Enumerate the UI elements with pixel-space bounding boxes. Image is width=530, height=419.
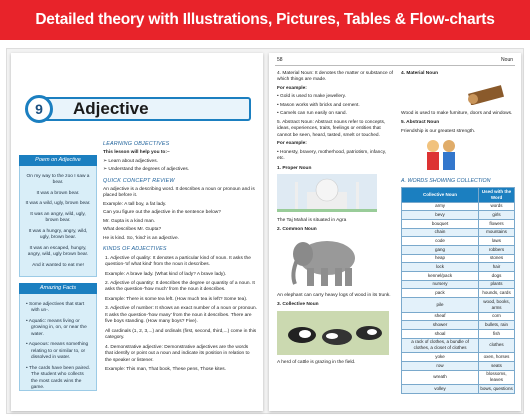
table-row — [402, 228, 515, 237]
table-cell: sheaf — [402, 312, 479, 321]
table-row — [402, 219, 515, 228]
poem-line: On my way to the zoo I saw a bear. — [26, 174, 90, 186]
review-text: He is kind. So, 'kind' is an adjective. — [103, 235, 179, 241]
table-cell: stones — [479, 254, 515, 263]
table-cell: nursery — [402, 280, 479, 289]
table-header: Used with the Word — [479, 187, 515, 202]
nouns-column — [277, 71, 395, 370]
running-head: Noun — [501, 57, 513, 63]
table-cell: seats — [479, 361, 515, 370]
table-cell: chain — [402, 228, 479, 237]
table-cell: corn — [479, 312, 515, 321]
left-page — [11, 53, 263, 411]
page-header — [275, 57, 515, 66]
table-cell: robbers — [479, 245, 515, 254]
table-caption: A. WORDS SHOWING COLLECTION — [401, 177, 491, 184]
objective-item: ➢ Understand the degrees of adjectives. — [103, 167, 190, 173]
objectives-heading: LEARNING OBJECTIVES — [103, 141, 170, 147]
poem-line: It was an angry, wild, ugly, brown bear. — [30, 211, 86, 224]
fig-caption: Friendship is our greatest strength. — [401, 128, 476, 134]
fact-item: • The cards have been paired. The student who collects the most cards wins the game. — [26, 365, 91, 391]
table-header: Collective Noun — [402, 187, 479, 202]
table-row — [402, 211, 515, 220]
kinds-list — [105, 256, 257, 374]
chapter-number: 9 — [25, 95, 53, 123]
table-cell: pack — [402, 289, 479, 298]
poem-line: It was a brown bear. — [36, 190, 80, 196]
table-cell: bouquet — [402, 219, 479, 228]
review-text: Example: A tall boy, a fat lady. — [103, 201, 167, 207]
fig-label: 2. Common Noun — [277, 227, 317, 233]
table-row — [402, 361, 515, 370]
table-cell: words — [479, 202, 515, 211]
cattle-image — [277, 311, 389, 355]
table-cell: hair — [479, 263, 515, 272]
table-cell: plants — [479, 280, 515, 289]
facts-heading: Amazing Facts — [19, 283, 97, 294]
table-row — [402, 202, 515, 211]
objective-item: ➢ Learn about adjectives. — [103, 158, 158, 164]
example: • Mason works with bricks and cement. — [277, 102, 360, 108]
noun-def: 5. Abstract Noun: Abstract nouns refer to concepts, ideas, experiences, traits, feelings or entities that cannot be seen, heard, tasted, smelt or touched. — [277, 119, 386, 138]
table-row — [402, 312, 515, 321]
table-cell: mountains — [479, 228, 515, 237]
kind-example: Example: A brave lady. (What kind of lady? A brave lady). — [105, 271, 227, 277]
table-row — [402, 263, 515, 272]
poem-box — [19, 159, 97, 277]
table-cell: a rack of clothes, a bundle of clothes, a closet of clothes — [402, 338, 479, 353]
right-page — [269, 53, 521, 411]
table-cell: lock — [402, 263, 479, 272]
table-row — [402, 237, 515, 246]
fig-label: 5. Abstract Noun — [401, 120, 440, 126]
taj-mahal-image — [277, 174, 377, 212]
poem-line: It was an escaped, hungry, angry, wild, ugly brown bear. — [27, 245, 89, 258]
review-heading: QUICK CONCEPT REVIEW — [103, 177, 175, 184]
table-cell: shower — [402, 321, 479, 330]
promo-banner — [0, 0, 530, 40]
example: • Gold is used to make jewellery. — [277, 94, 347, 100]
table-row — [402, 271, 515, 280]
fact-item: • Aquatic: means living or growing in, on, or near the water. — [26, 318, 87, 337]
table-cell: fish — [479, 329, 515, 338]
table-row — [402, 321, 515, 330]
fig-label: 1. Proper Noun — [277, 165, 312, 171]
banner-title: Detailed theory with Illustrations, Pictures, Tables & Flow-charts — [35, 11, 495, 28]
kind-example: Example: There is some tea left. (How much tea is left? Some tea). — [105, 296, 248, 302]
table-cell: wood, books, arms — [479, 297, 515, 312]
table-cell: row — [402, 361, 479, 370]
table-cell: oxen, horses — [479, 353, 515, 362]
kind-example: All cardinals (1, 2, 3,...) and ordinals (first, second, third,...) come in this category. — [105, 328, 257, 341]
table-cell: bullets, rain — [479, 321, 515, 330]
table-cell: code — [402, 237, 479, 246]
poem-line: It was a wild, ugly, brown bear. — [25, 201, 91, 207]
example: • Honesty, bravery, motherhood, patriotism, infancy, etc. — [277, 149, 387, 162]
table-row — [402, 280, 515, 289]
fig-caption: A herd of cattle is grazing in the field. — [277, 360, 356, 366]
table-cell: laws — [479, 237, 515, 246]
kind-item: 4. Demonstrative adjective: Demonstrative adjectives are the words that identify or point out a noun and indicate its position in relation to the speaker or listener. — [105, 344, 250, 363]
example-label: For example: — [277, 85, 307, 91]
kind-example: Example: This man, That book, These pens, Those kites. — [105, 367, 226, 373]
elephant-image — [277, 236, 377, 288]
table-row — [402, 254, 515, 263]
table-cell: army — [402, 202, 479, 211]
wood-logs-image — [467, 79, 507, 105]
table-cell: bows, questions — [479, 385, 515, 394]
table-cell: girls — [479, 211, 515, 220]
objectives-intro: This lesson will help you to:– — [103, 150, 170, 156]
kind-item: 3. Adjective of number: It shows an exact number of a noun or pronoun. It asks the question-'how many' from the noun it describes. There are five boys standing. (How many boys? Five). — [105, 306, 257, 325]
table-cell: blossoms, leaves — [479, 370, 515, 385]
table-row — [402, 338, 515, 353]
table-cell: heap — [402, 254, 479, 263]
fact-item: • Aqueous: means something relating to or similar to, or dissolved in water. — [26, 342, 89, 361]
kind-item: 2. Adjective of quantity: It describes the degree or quantity of a noun. It asks the question-'how much' from the noun it describes. — [105, 280, 255, 293]
review-text: What describes Mr. Gupta? — [103, 227, 162, 233]
lesson-body — [103, 137, 257, 377]
fact-item: • Some adjectives that start with un-. — [26, 302, 85, 314]
table-cell: volley — [402, 385, 479, 394]
review-text: Can you figure out the adjective in the sentence below? — [103, 210, 221, 216]
table-cell: flowers — [479, 219, 515, 228]
fig-label: 3. Collective Noun — [277, 302, 319, 308]
fig-caption: Wood is used to make furniture, doors and windows. — [401, 110, 513, 116]
facts-box — [19, 287, 97, 391]
page-number: 58 — [277, 57, 283, 63]
chapter-title: Adjective — [39, 97, 251, 121]
table-row — [402, 329, 515, 338]
fig-caption: An elephant can carry heavy logs of wood in its trunk. — [277, 292, 391, 298]
table-cell: shoal — [402, 329, 479, 338]
table-row — [402, 289, 515, 298]
table-row — [402, 385, 515, 394]
review-text: An adjective is a describing word. It describes a noun or pronoun and is placed before it. — [103, 187, 255, 199]
kinds-heading: KINDS OF ADJECTIVES — [103, 246, 167, 253]
table-cell: dogs — [479, 271, 515, 280]
table-cell: pile — [402, 297, 479, 312]
poem-line: It was a hungry, angry, wild, ugly, brown bear. — [28, 228, 88, 241]
table-row — [402, 297, 515, 312]
book-spread — [6, 48, 524, 414]
table-cell: kennel/pack — [402, 271, 479, 280]
table-row — [402, 245, 515, 254]
table-cell: yoke — [402, 353, 479, 362]
table-cell: bevy — [402, 211, 479, 220]
fig-caption: The Taj Mahal is situated in Agra — [277, 217, 347, 223]
example-label: For example: — [277, 141, 307, 147]
table-cell: wreath — [402, 370, 479, 385]
fig-label: 4. Material Noun — [401, 71, 439, 76]
kind-item: 1. Adjective of quality: It denotes a particular kind of noun. It asks the question-'of what kind' from the noun it describes. — [105, 255, 251, 268]
table-row — [402, 370, 515, 385]
table-cell: hounds, cards — [479, 289, 515, 298]
table-cell: gang — [402, 245, 479, 254]
review-text: Mr. Gupta is a kind man. — [103, 218, 155, 224]
noun-def: 4. Material Noun: It denotes the matter or substance of which things are made. — [277, 71, 393, 83]
table-row — [402, 353, 515, 362]
example: • Camels can run easily on sand. — [277, 111, 347, 117]
table-column — [401, 71, 515, 394]
poem-heading: Poem on Adjective — [19, 155, 97, 166]
collective-noun-table — [401, 187, 515, 394]
poem-line: And it wanted to eat me! — [32, 262, 84, 268]
friends-image — [421, 138, 461, 174]
table-cell: clothes — [479, 338, 515, 353]
